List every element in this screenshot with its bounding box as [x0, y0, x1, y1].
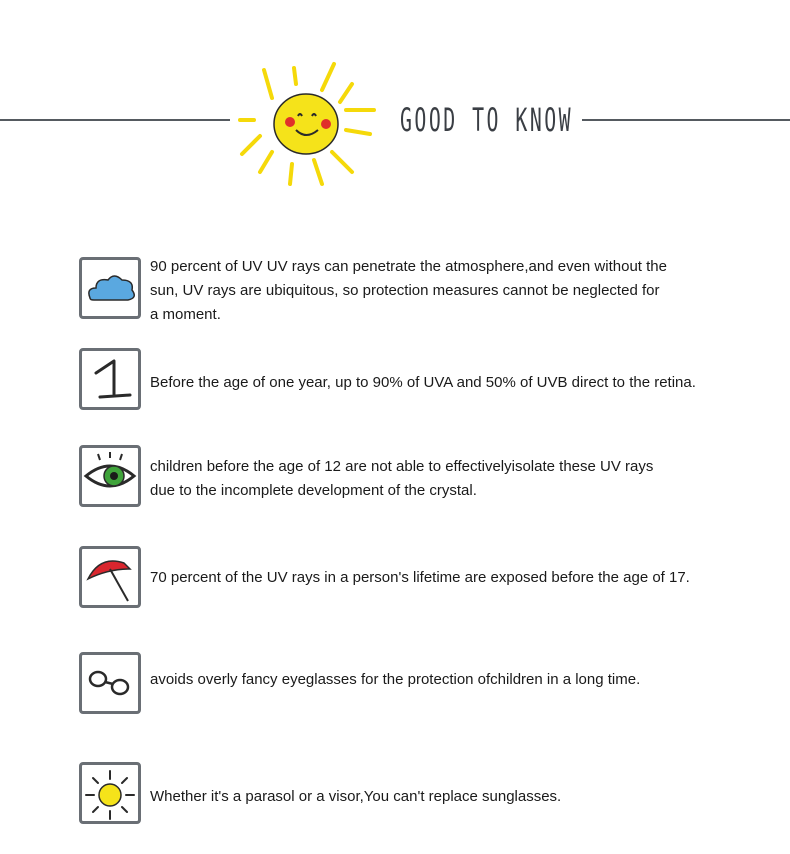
umbrella-icon	[82, 549, 138, 605]
tip-line: 90 percent of UV UV rays can penetrate the atmosphere,and even without the	[150, 258, 667, 275]
tip-line: Whether it's a parasol or a visor,You can't replace sunglasses.	[150, 788, 562, 805]
tip-line: due to the incomplete development of the crystal.	[150, 482, 477, 499]
eye-icon	[82, 448, 138, 504]
page-title: GOOD TO KNOW	[400, 101, 574, 139]
tip-icon-box	[79, 652, 141, 714]
tip-line: sun, UV rays are ubiquitous, so protection measures cannot be neglected for	[150, 282, 660, 299]
tip-text	[150, 785, 750, 809]
tip-text	[150, 566, 750, 590]
tip-icon-box	[79, 762, 141, 824]
eyeglasses-icon	[82, 655, 138, 711]
tip-line: avoids overly fancy eyeglasses for the protection ofchildren in a long time.	[150, 671, 641, 688]
tip-text	[150, 255, 750, 327]
tip-icon-box	[79, 348, 141, 410]
tip-line: Before the age of one year, up to 90% of UVA and 50% of UVB direct to the retina.	[150, 374, 696, 391]
header-rule-left	[0, 119, 230, 121]
cloud-icon	[82, 260, 138, 316]
tip-icon-box	[79, 257, 141, 319]
header-rule-right	[582, 119, 790, 121]
smiling-sun-icon	[234, 60, 384, 190]
tip-line: a moment.	[150, 306, 221, 323]
number-one-icon	[82, 351, 138, 407]
tip-icon-box	[79, 546, 141, 608]
tip-icon-box	[79, 445, 141, 507]
tip-text	[150, 668, 750, 692]
tip-text	[150, 371, 750, 395]
sun-icon	[82, 765, 138, 821]
tip-text	[150, 455, 750, 503]
tip-line: children before the age of 12 are not able to effectivelyisolate these UV rays	[150, 458, 654, 475]
tip-line: 70 percent of the UV rays in a person's lifetime are exposed before the age of 17.	[150, 569, 690, 586]
